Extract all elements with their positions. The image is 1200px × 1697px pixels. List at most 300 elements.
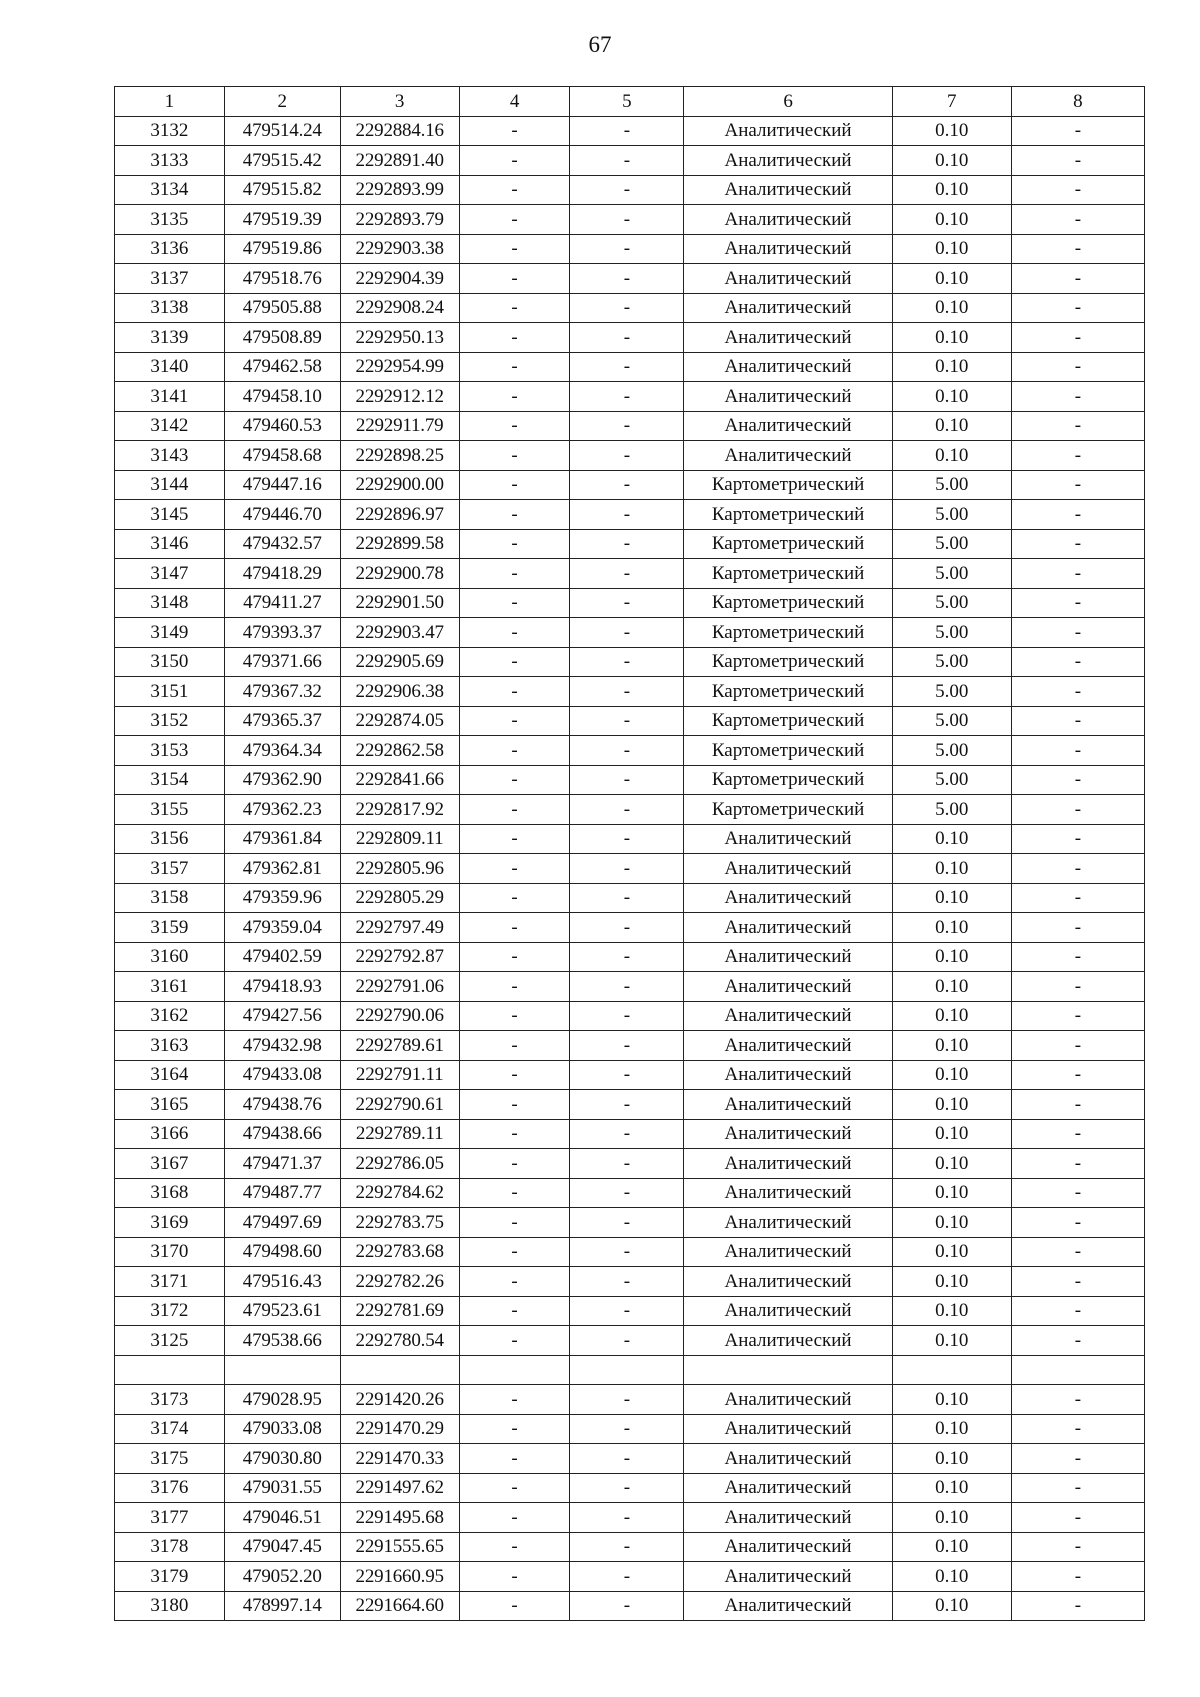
table-cell: - xyxy=(570,234,684,264)
table-cell: - xyxy=(570,1178,684,1208)
table-cell: Аналитический xyxy=(684,972,892,1002)
table-cell: - xyxy=(459,972,570,1002)
table-cell: Аналитический xyxy=(684,913,892,943)
table-cell: 5.00 xyxy=(892,559,1011,589)
table-cell: 2292782.26 xyxy=(340,1267,459,1297)
table-cell: - xyxy=(459,1414,570,1444)
table-cell: - xyxy=(1011,1385,1144,1415)
table-cell: 3180 xyxy=(115,1591,225,1621)
table-cell: - xyxy=(570,529,684,559)
table-cell: 0.10 xyxy=(892,205,1011,235)
table-cell: 479362.81 xyxy=(224,854,340,884)
table-cell: 479030.80 xyxy=(224,1444,340,1474)
table-cell: 479447.16 xyxy=(224,470,340,500)
table-cell xyxy=(459,1355,570,1385)
table-cell: - xyxy=(570,1444,684,1474)
table-cell: 0.10 xyxy=(892,382,1011,412)
table-cell: 0.10 xyxy=(892,1591,1011,1621)
table-row xyxy=(115,559,1145,589)
table-cell: 3138 xyxy=(115,293,225,323)
table-cell: 3135 xyxy=(115,205,225,235)
table-row xyxy=(115,441,1145,471)
table-cell: 3145 xyxy=(115,500,225,530)
table-cell: Аналитический xyxy=(684,1296,892,1326)
table-cell: 479028.95 xyxy=(224,1385,340,1415)
table-cell: 2292912.12 xyxy=(340,382,459,412)
table-cell: - xyxy=(570,1503,684,1533)
table-cell: Аналитический xyxy=(684,1562,892,1592)
table-cell: - xyxy=(570,1326,684,1356)
table-row xyxy=(115,1503,1145,1533)
table-cell: - xyxy=(459,175,570,205)
table-cell: 479460.53 xyxy=(224,411,340,441)
table-cell: Аналитический xyxy=(684,1473,892,1503)
table-cell: - xyxy=(1011,293,1144,323)
table-cell: 2292905.69 xyxy=(340,647,459,677)
table-cell: Аналитический xyxy=(684,382,892,412)
column-header-7: 7 xyxy=(892,87,1011,117)
table-cell: 479515.42 xyxy=(224,146,340,176)
table-cell: 3157 xyxy=(115,854,225,884)
table-cell: - xyxy=(570,1237,684,1267)
table-row xyxy=(115,1119,1145,1149)
table-cell: Картометрический xyxy=(684,529,892,559)
table-cell: - xyxy=(459,146,570,176)
table-cell: - xyxy=(570,942,684,972)
table-cell: 2292792.87 xyxy=(340,942,459,972)
table-cell: 3153 xyxy=(115,736,225,766)
table-cell: - xyxy=(570,1031,684,1061)
table-cell: 2291555.65 xyxy=(340,1532,459,1562)
table-cell: - xyxy=(459,1208,570,1238)
table-cell: 0.10 xyxy=(892,1208,1011,1238)
table-cell: - xyxy=(459,913,570,943)
table-row xyxy=(115,824,1145,854)
table-row xyxy=(115,1060,1145,1090)
table-cell: Аналитический xyxy=(684,824,892,854)
table-cell: 2291660.95 xyxy=(340,1562,459,1592)
table-cell: - xyxy=(570,588,684,618)
table-row xyxy=(115,942,1145,972)
table-cell: 479446.70 xyxy=(224,500,340,530)
table-cell: 3175 xyxy=(115,1444,225,1474)
table-cell: Аналитический xyxy=(684,1149,892,1179)
page-number: 67 xyxy=(588,32,612,57)
table-cell: - xyxy=(570,116,684,146)
table-cell: 2291420.26 xyxy=(340,1385,459,1415)
table-cell: 2292790.61 xyxy=(340,1090,459,1120)
table-cell: - xyxy=(459,677,570,707)
table-cell: 0.10 xyxy=(892,1414,1011,1444)
table-cell: Картометрический xyxy=(684,736,892,766)
table-cell: - xyxy=(1011,1503,1144,1533)
table-cell: Картометрический xyxy=(684,500,892,530)
table-cell: 479432.57 xyxy=(224,529,340,559)
table-cell: 2292789.61 xyxy=(340,1031,459,1061)
table-row xyxy=(115,706,1145,736)
table-cell: Аналитический xyxy=(684,175,892,205)
table-cell: - xyxy=(570,972,684,1002)
table-cell: 0.10 xyxy=(892,146,1011,176)
table-cell: 479362.23 xyxy=(224,795,340,825)
table-cell: - xyxy=(1011,146,1144,176)
table-cell: Аналитический xyxy=(684,146,892,176)
table-cell: - xyxy=(1011,588,1144,618)
table-cell: Аналитический xyxy=(684,1326,892,1356)
table-row xyxy=(115,470,1145,500)
table-cell: - xyxy=(459,795,570,825)
table-cell: - xyxy=(459,411,570,441)
table-cell: Картометрический xyxy=(684,470,892,500)
table-cell: 2292901.50 xyxy=(340,588,459,618)
table-cell: 479418.93 xyxy=(224,972,340,1002)
table-row xyxy=(115,116,1145,146)
column-header-8: 8 xyxy=(1011,87,1144,117)
table-cell: 3141 xyxy=(115,382,225,412)
table-cell: Аналитический xyxy=(684,1444,892,1474)
table-cell: - xyxy=(1011,942,1144,972)
table-cell: 479516.43 xyxy=(224,1267,340,1297)
table-row xyxy=(115,854,1145,884)
table-cell: 479518.76 xyxy=(224,264,340,294)
table-cell: 3177 xyxy=(115,1503,225,1533)
table-cell: 3146 xyxy=(115,529,225,559)
table-cell: 0.10 xyxy=(892,1385,1011,1415)
table-row xyxy=(115,913,1145,943)
table-cell: - xyxy=(1011,824,1144,854)
table-cell: Картометрический xyxy=(684,765,892,795)
table-cell: - xyxy=(459,441,570,471)
table-row xyxy=(115,382,1145,412)
table-cell: - xyxy=(1011,618,1144,648)
table-row xyxy=(115,1414,1145,1444)
table-cell: 0.10 xyxy=(892,1267,1011,1297)
table-cell: 3167 xyxy=(115,1149,225,1179)
table-cell: 2292874.05 xyxy=(340,706,459,736)
table-cell: 5.00 xyxy=(892,795,1011,825)
table-cell: 479402.59 xyxy=(224,942,340,972)
table-cell: - xyxy=(1011,1532,1144,1562)
table-row xyxy=(115,588,1145,618)
table-cell: 2292809.11 xyxy=(340,824,459,854)
table-cell: - xyxy=(1011,1591,1144,1621)
table-cell xyxy=(1011,1355,1144,1385)
table-cell: 0.10 xyxy=(892,352,1011,382)
table-cell: - xyxy=(1011,1237,1144,1267)
table-cell: - xyxy=(1011,677,1144,707)
table-cell: - xyxy=(1011,175,1144,205)
table-cell: 0.10 xyxy=(892,234,1011,264)
table-cell: - xyxy=(1011,647,1144,677)
table-row xyxy=(115,234,1145,264)
table-cell: - xyxy=(1011,500,1144,530)
table-cell: - xyxy=(1011,1414,1144,1444)
table-row xyxy=(115,765,1145,795)
table-cell: - xyxy=(1011,1562,1144,1592)
table-header xyxy=(115,87,1145,117)
table-cell: - xyxy=(459,352,570,382)
table-cell: - xyxy=(459,1296,570,1326)
table-row xyxy=(115,1591,1145,1621)
table-cell: Аналитический xyxy=(684,1090,892,1120)
table-cell: - xyxy=(570,264,684,294)
table-cell: - xyxy=(570,1591,684,1621)
table-cell: Аналитический xyxy=(684,234,892,264)
table-cell: 0.10 xyxy=(892,293,1011,323)
table-cell: 2292904.39 xyxy=(340,264,459,294)
table-cell: 2292908.24 xyxy=(340,293,459,323)
table-cell: 3136 xyxy=(115,234,225,264)
table-cell: - xyxy=(1011,1326,1144,1356)
table-cell: - xyxy=(570,765,684,795)
table-cell: Картометрический xyxy=(684,588,892,618)
table-cell: 3170 xyxy=(115,1237,225,1267)
table-cell: 3148 xyxy=(115,588,225,618)
table-cell: - xyxy=(570,470,684,500)
table-cell: - xyxy=(570,1473,684,1503)
table-cell: 3171 xyxy=(115,1267,225,1297)
table-cell: 0.10 xyxy=(892,1060,1011,1090)
table-cell: 5.00 xyxy=(892,736,1011,766)
table-row xyxy=(115,1001,1145,1031)
coordinates-table xyxy=(114,86,1145,1621)
table-cell: 479438.76 xyxy=(224,1090,340,1120)
table-cell: 3155 xyxy=(115,795,225,825)
table-cell: 2291470.33 xyxy=(340,1444,459,1474)
table-row xyxy=(115,529,1145,559)
table-cell: 2292893.79 xyxy=(340,205,459,235)
table-cell: 3168 xyxy=(115,1178,225,1208)
table-cell: 479538.66 xyxy=(224,1326,340,1356)
table-cell: Картометрический xyxy=(684,647,892,677)
column-header-1: 1 xyxy=(115,87,225,117)
table-cell: 3143 xyxy=(115,441,225,471)
table-cell: - xyxy=(570,677,684,707)
table-cell: Аналитический xyxy=(684,1385,892,1415)
table-cell: 5.00 xyxy=(892,529,1011,559)
table-cell: - xyxy=(1011,972,1144,1002)
table-cell: 3147 xyxy=(115,559,225,589)
table-cell: 479519.39 xyxy=(224,205,340,235)
table-cell: - xyxy=(459,1591,570,1621)
table-cell: - xyxy=(459,765,570,795)
table-cell: Аналитический xyxy=(684,264,892,294)
table-cell: - xyxy=(570,146,684,176)
table-cell: Аналитический xyxy=(684,1060,892,1090)
table-cell: 5.00 xyxy=(892,470,1011,500)
table-cell: 3139 xyxy=(115,323,225,353)
table-cell: 0.10 xyxy=(892,1562,1011,1592)
table-cell: 2292900.00 xyxy=(340,470,459,500)
table-cell: 479047.45 xyxy=(224,1532,340,1562)
table-cell: - xyxy=(459,116,570,146)
table-cell: 479362.90 xyxy=(224,765,340,795)
table-row xyxy=(115,1149,1145,1179)
table-cell: 3166 xyxy=(115,1119,225,1149)
table-cell: Аналитический xyxy=(684,1591,892,1621)
table-cell: - xyxy=(459,1562,570,1592)
table-cell: - xyxy=(459,293,570,323)
table-cell: 0.10 xyxy=(892,1149,1011,1179)
table-cell: 3149 xyxy=(115,618,225,648)
table-cell: 0.10 xyxy=(892,854,1011,884)
table-cell xyxy=(570,1355,684,1385)
table-cell: - xyxy=(570,1090,684,1120)
table-cell: - xyxy=(459,1031,570,1061)
table-cell: Картометрический xyxy=(684,706,892,736)
table-cell: 0.10 xyxy=(892,411,1011,441)
table-cell: Аналитический xyxy=(684,1503,892,1533)
table-row xyxy=(115,1178,1145,1208)
table-cell: - xyxy=(1011,1473,1144,1503)
table-cell: Аналитический xyxy=(684,1414,892,1444)
table-cell: 479462.58 xyxy=(224,352,340,382)
table-cell: 3158 xyxy=(115,883,225,913)
table-cell: 3169 xyxy=(115,1208,225,1238)
table-cell: 3142 xyxy=(115,411,225,441)
table-cell: 0.10 xyxy=(892,1444,1011,1474)
table-cell: Картометрический xyxy=(684,559,892,589)
table-cell: 3162 xyxy=(115,1001,225,1031)
table-cell: 2292862.58 xyxy=(340,736,459,766)
table-cell: 3160 xyxy=(115,942,225,972)
table-cell: 2292805.29 xyxy=(340,883,459,913)
table-cell: - xyxy=(459,382,570,412)
table-cell: Аналитический xyxy=(684,1532,892,1562)
table-cell: 2292805.96 xyxy=(340,854,459,884)
table-cell: - xyxy=(1011,1296,1144,1326)
table-cell: 0.10 xyxy=(892,1031,1011,1061)
table-cell: 3134 xyxy=(115,175,225,205)
table-cell: - xyxy=(570,382,684,412)
table-cell: 479371.66 xyxy=(224,647,340,677)
table-cell: 479359.04 xyxy=(224,913,340,943)
column-header-5: 5 xyxy=(570,87,684,117)
table-cell: 479458.10 xyxy=(224,382,340,412)
table-cell: 2291495.68 xyxy=(340,1503,459,1533)
table-cell: - xyxy=(459,264,570,294)
table-cell: - xyxy=(1011,706,1144,736)
table-cell: - xyxy=(459,883,570,913)
table-cell: 479508.89 xyxy=(224,323,340,353)
table-cell: - xyxy=(459,1473,570,1503)
table-cell: - xyxy=(570,175,684,205)
table-row xyxy=(115,293,1145,323)
table-cell: - xyxy=(459,1149,570,1179)
table-cell: 3125 xyxy=(115,1326,225,1356)
table-cell: 479519.86 xyxy=(224,234,340,264)
table-cell: - xyxy=(459,1001,570,1031)
table-cell: 0.10 xyxy=(892,972,1011,1002)
table-cell: - xyxy=(459,1119,570,1149)
table-cell: Аналитический xyxy=(684,411,892,441)
table-cell: Аналитический xyxy=(684,1237,892,1267)
table-cell: - xyxy=(570,352,684,382)
table-cell: Аналитический xyxy=(684,1119,892,1149)
table-cell: - xyxy=(570,1562,684,1592)
table-cell: 2292781.69 xyxy=(340,1296,459,1326)
table-cell: Аналитический xyxy=(684,116,892,146)
table-cell: - xyxy=(1011,1444,1144,1474)
table-cell: - xyxy=(570,293,684,323)
table-cell: - xyxy=(570,441,684,471)
table-cell: 2291497.62 xyxy=(340,1473,459,1503)
table-cell: Аналитический xyxy=(684,1267,892,1297)
table-cell: - xyxy=(1011,1060,1144,1090)
table-cell: 2292783.68 xyxy=(340,1237,459,1267)
table-cell xyxy=(340,1355,459,1385)
table-cell: - xyxy=(570,618,684,648)
table-row-blank xyxy=(115,1355,1145,1385)
table-body xyxy=(115,116,1145,1621)
table-cell: - xyxy=(459,1178,570,1208)
table-cell: 0.10 xyxy=(892,1090,1011,1120)
table-cell: 0.10 xyxy=(892,264,1011,294)
table-cell: 479433.08 xyxy=(224,1060,340,1090)
table-cell: - xyxy=(1011,470,1144,500)
table-cell: - xyxy=(459,323,570,353)
table-cell: - xyxy=(570,1385,684,1415)
table-cell: 479515.82 xyxy=(224,175,340,205)
table-cell: 479498.60 xyxy=(224,1237,340,1267)
table-cell: - xyxy=(1011,1267,1144,1297)
table-cell: - xyxy=(459,234,570,264)
table-cell: Аналитический xyxy=(684,1178,892,1208)
table-cell: 2292896.97 xyxy=(340,500,459,530)
table-cell: 3161 xyxy=(115,972,225,1002)
table-cell: - xyxy=(1011,1149,1144,1179)
table-cell: - xyxy=(570,500,684,530)
table-cell: 3176 xyxy=(115,1473,225,1503)
table-cell: 0.10 xyxy=(892,942,1011,972)
table-cell: 2292903.47 xyxy=(340,618,459,648)
table-cell: 479418.29 xyxy=(224,559,340,589)
table-cell: - xyxy=(1011,1119,1144,1149)
table-cell: - xyxy=(459,618,570,648)
table-cell: - xyxy=(570,1267,684,1297)
table-cell: 479427.56 xyxy=(224,1001,340,1031)
table-cell: - xyxy=(1011,883,1144,913)
table-row xyxy=(115,618,1145,648)
table-cell: - xyxy=(1011,795,1144,825)
table-cell: - xyxy=(459,529,570,559)
table-cell: - xyxy=(459,1267,570,1297)
table-cell: 2292906.38 xyxy=(340,677,459,707)
table-cell: 3164 xyxy=(115,1060,225,1090)
table-cell: - xyxy=(1011,411,1144,441)
table-cell xyxy=(115,1355,225,1385)
table-cell: - xyxy=(1011,529,1144,559)
table-cell: - xyxy=(570,411,684,441)
table-cell: 2292786.05 xyxy=(340,1149,459,1179)
table-cell: 3163 xyxy=(115,1031,225,1061)
table-cell: 479497.69 xyxy=(224,1208,340,1238)
table-cell: - xyxy=(570,824,684,854)
table-row xyxy=(115,205,1145,235)
table-row xyxy=(115,1326,1145,1356)
table-row xyxy=(115,1473,1145,1503)
table-cell: 3165 xyxy=(115,1090,225,1120)
table-row xyxy=(115,677,1145,707)
table-cell: Картометрический xyxy=(684,795,892,825)
table-cell: 479505.88 xyxy=(224,293,340,323)
table-cell: 479033.08 xyxy=(224,1414,340,1444)
table-row xyxy=(115,883,1145,913)
table-cell xyxy=(892,1355,1011,1385)
table-cell: - xyxy=(570,1296,684,1326)
table-cell: - xyxy=(459,500,570,530)
table-cell: 3174 xyxy=(115,1414,225,1444)
